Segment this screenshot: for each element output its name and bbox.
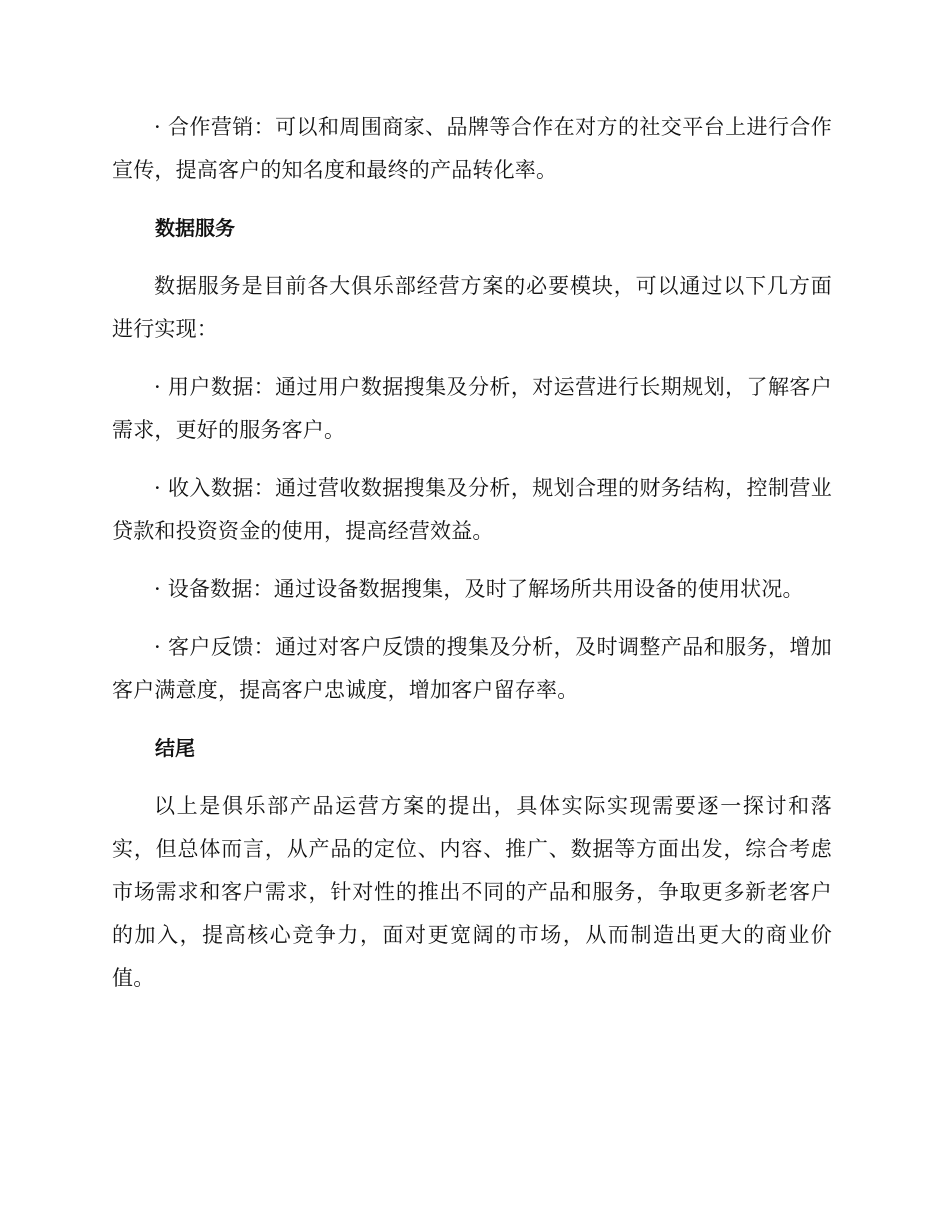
document-page (112, 106, 832, 1015)
heading-data-services: 数据服务 (155, 216, 235, 240)
paragraph-revenue-data: · 收入数据：通过营收数据搜集及分析，规划合理的财务结构，控制营业贷款和投资资金的使用，提高经营效益。 (112, 476, 832, 543)
paragraph-equipment-data: · 设备数据：通过设备数据搜集，及时了解场所共用设备的使用状况。 (154, 577, 804, 601)
paragraph-data-services-intro: 数据服务是目前各大俱乐部经营方案的必要模块，可以通过以下几方面进行实现： (112, 274, 832, 341)
paragraph-conclusion: 以上是俱乐部产品运营方案的提出，具体实际实现需要逐一探讨和落实，但总体而言，从产品的定位、内容、推广、数据等方面出发，综合考虑市场需求和客户需求，针对性的推出不同的产品和服务，争取更多新老客户的加入，提高核心竞争力，面对更宽阔的市场，从而制造出更大的商业价值。 (112, 794, 832, 990)
paragraph-customer-feedback: · 客户反馈：通过对客户反馈的搜集及分析，及时调整产品和服务，增加客户满意度，提高客户忠诚度，增加客户留存率。 (112, 635, 832, 702)
paragraph-user-data: · 用户数据：通过用户数据搜集及分析，对运营进行长期规划，了解客户需求，更好的服务客户。 (112, 375, 832, 442)
heading-conclusion: 结尾 (155, 736, 195, 760)
paragraph-cooperative-marketing: · 合作营销：可以和周围商家、品牌等合作在对方的社交平台上进行合作宣传，提高客户的知名度和最终的产品转化率。 (112, 115, 832, 182)
